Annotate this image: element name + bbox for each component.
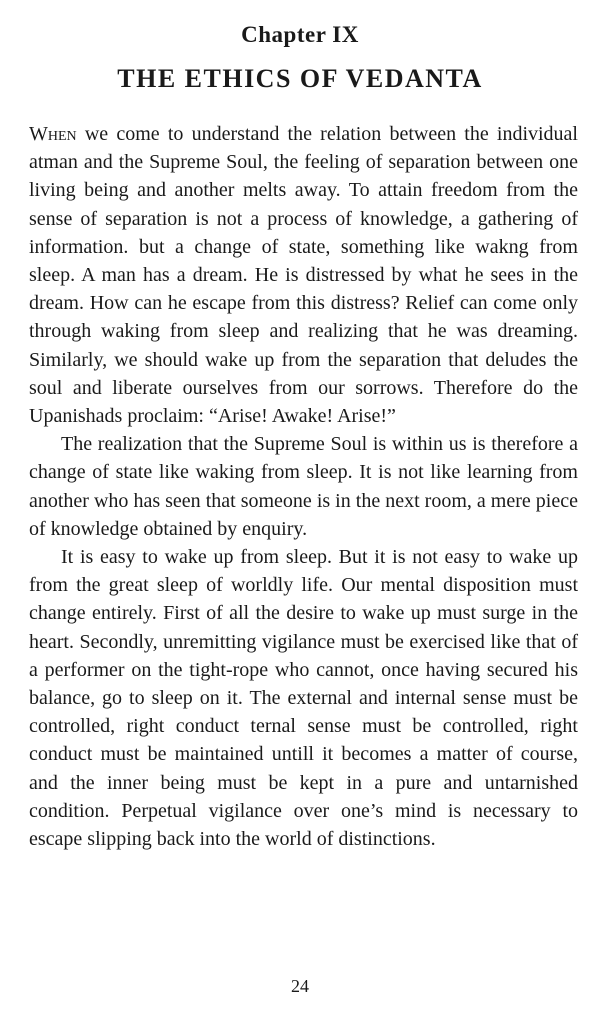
chapter-body [29,120,578,853]
paragraph-2: The realization that the Supreme Soul is within us is therefore a change of state like waking from sleep. It is not like learning from another who has seen that someone is in the next room, a mere piece of knowledge obtained by enquiry. [29,433,578,540]
chapter-title: THE ETHICS OF VEDANTA [117,64,483,93]
chapter-label: Chapter IX [241,22,359,47]
paragraph-1-lead-word: When [29,123,77,145]
paragraph-1-text: we come to understand the relation between the individual atman and the Supreme Soul, the feeling of separation between one living being and another melts away. To attain freedom from the sense of separation is not a process of knowledge, a gathering of information. but a change of state, something like wakng from sleep. A man has a dream. He is distressed by what he sees in the dream. How can he escape from this distress? Relief can come only through waking from sleep and realizing that he was dreaming. Similarly, we should wake up from the separation that deludes the soul and liberate ourselves from our sorrows. Therefore do the Upanishads proclaim: “Arise! Awake! Arise!” [29,123,578,428]
paragraph-3: It is easy to wake up from sleep. But it is not easy to wake up from the great sleep of worldly life. Our mental disposition must change entirely. First of all the desire to wake up must surge in the heart. Secondly, unremitting vigilance must be exercised like that of a performer on the tight-rope who cannot, once having secured his balance, go to sleep on it. The external and internal sense must be controlled, right conduct ternal sense must be controlled, right conduct must be maintained untill it becomes a matter of course, and the inner being must be kept in a pure and untarnished condition. Perpetual vigilance over one’s mind is necessary to escape slipping back into the world of distinctions. [29,546,578,851]
paragraph-1 [29,120,578,430]
page-number: 24 [291,976,309,996]
